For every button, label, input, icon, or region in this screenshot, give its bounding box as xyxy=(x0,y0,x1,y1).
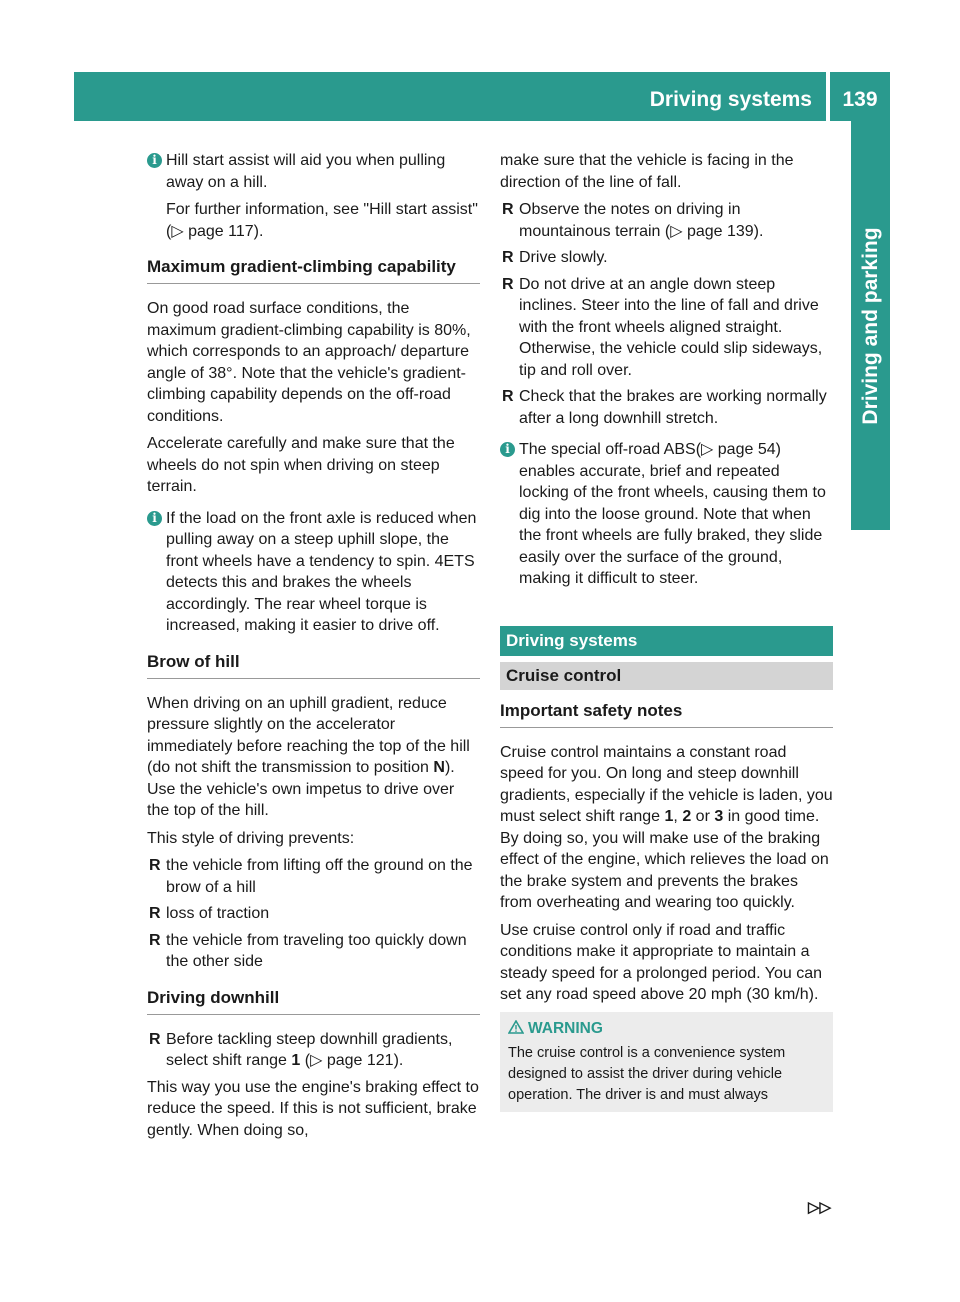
info-note: i The special off-road ABS(▷ page 54) enables accurate, brief and repeated locking of the front wheels, causing them to dig into the loose ground. Note that when the front wheels are fully braked, they slide easily over the surface of the ground, making it difficult to steer. xyxy=(500,439,833,590)
list-item: R Observe the notes on driving in mountainous terrain (▷ page 139). xyxy=(502,201,764,240)
section-band-driving-systems: Driving systems xyxy=(500,626,833,656)
warning-box xyxy=(500,1012,833,1112)
list-item: R the vehicle from traveling too quickly down the other side xyxy=(149,931,467,970)
warning-text: The cruise control is a convenience system designed to assist the driver during vehicle operation. The driver is and must always xyxy=(508,1044,786,1103)
list-item: R Drive slowly. xyxy=(502,249,608,266)
paragraph: Cruise control maintains a constant road speed for you. On long and steep downhill gradients, especially if the vehicle is laden, you must select shift range 1, 2 or 3 in good time. By doing so, you will make use of the braking effect of the engine, which relieves the load on the brake system and prevents the brakes from overheating and wearing too quickly. xyxy=(500,743,833,911)
continued-marker: ▷▷ xyxy=(808,1199,832,1216)
info-icon: i xyxy=(147,511,162,526)
list-item: R Before tackling steep downhill gradients, select shift range 1 (▷ page 121). xyxy=(149,1030,453,1069)
chapter-tab-marker xyxy=(851,471,890,530)
paragraph: Use cruise control only if road and traffic conditions make it appropriate to maintain a steady speed for a prolonged period. You can set any road speed above 20 mph (30 km/h). xyxy=(500,921,823,1003)
section-title: Driving systems xyxy=(649,88,812,111)
heading-safety-notes: Important safety notes xyxy=(500,700,833,728)
paragraph: make sure that the vehicle is facing in the direction of the line of fall. xyxy=(500,152,794,191)
paragraph: Accelerate carefully and make sure that the wheels do not spin when driving on steep terrain. xyxy=(147,435,455,495)
page-header xyxy=(74,72,890,121)
paragraph: On good road surface conditions, the maximum gradient-climbing capability is 80%, which corresponds to an approach/ departure angle of 38°. Note that the vehicle's gradient-climbing capability depends on the off-road conditions. xyxy=(147,300,471,425)
chapter-label: Driving and parking xyxy=(858,226,882,425)
info-icon: i xyxy=(500,442,515,457)
left-column xyxy=(147,150,480,1147)
page-number: 139 xyxy=(842,88,878,111)
paragraph: This style of driving prevents: xyxy=(147,829,355,847)
paragraph: When driving on an uphill gradient, reduce pressure slightly on the accelerator immediately before reaching the top of the hill (do not shift the transmission to position N). Use the vehicle's own impetus to drive over the top of the hill. xyxy=(147,694,470,819)
heading-brow-of-hill: Brow of hill xyxy=(147,651,480,679)
list-item: R Check that the brakes are working normally after a long downhill stretch. xyxy=(502,388,827,427)
warning-title: WARNING xyxy=(528,1019,603,1037)
list-item: R Do not drive at an angle down steep inclines. Steer into the line of fall and drive with the front wheels aligned straight. Otherwise, the vehicle could slip sideways, tip and roll over. xyxy=(502,275,823,379)
heading-driving-downhill: Driving downhill xyxy=(147,987,480,1015)
warning-triangle-icon xyxy=(508,1020,524,1034)
paragraph: This way you use the engine's braking effect to reduce the speed. If this is not sufficient, brake gently. When doing so, xyxy=(147,1078,479,1139)
subsection-band-cruise-control: Cruise control xyxy=(500,662,833,690)
right-column xyxy=(500,150,833,1112)
list-item: R the vehicle from lifting off the ground on the brow of a hill xyxy=(149,857,473,896)
info-note: i Hill start assist will aid you when pulling away on a hill. For further information, see "Hill start assist" (▷ page 117). xyxy=(147,150,480,242)
info-icon: i xyxy=(147,153,162,168)
list-item: R loss of traction xyxy=(149,905,270,922)
info-note: i If the load on the front axle is reduced when pulling away on a steep uphill slope, the front wheels have a tendency to spin. 4ETS detects this and brakes the wheels accordingly. The rear wheel torque is increased, making it easier to drive off. xyxy=(147,508,480,637)
heading-max-gradient: Maximum gradient-climbing capability xyxy=(147,256,480,284)
